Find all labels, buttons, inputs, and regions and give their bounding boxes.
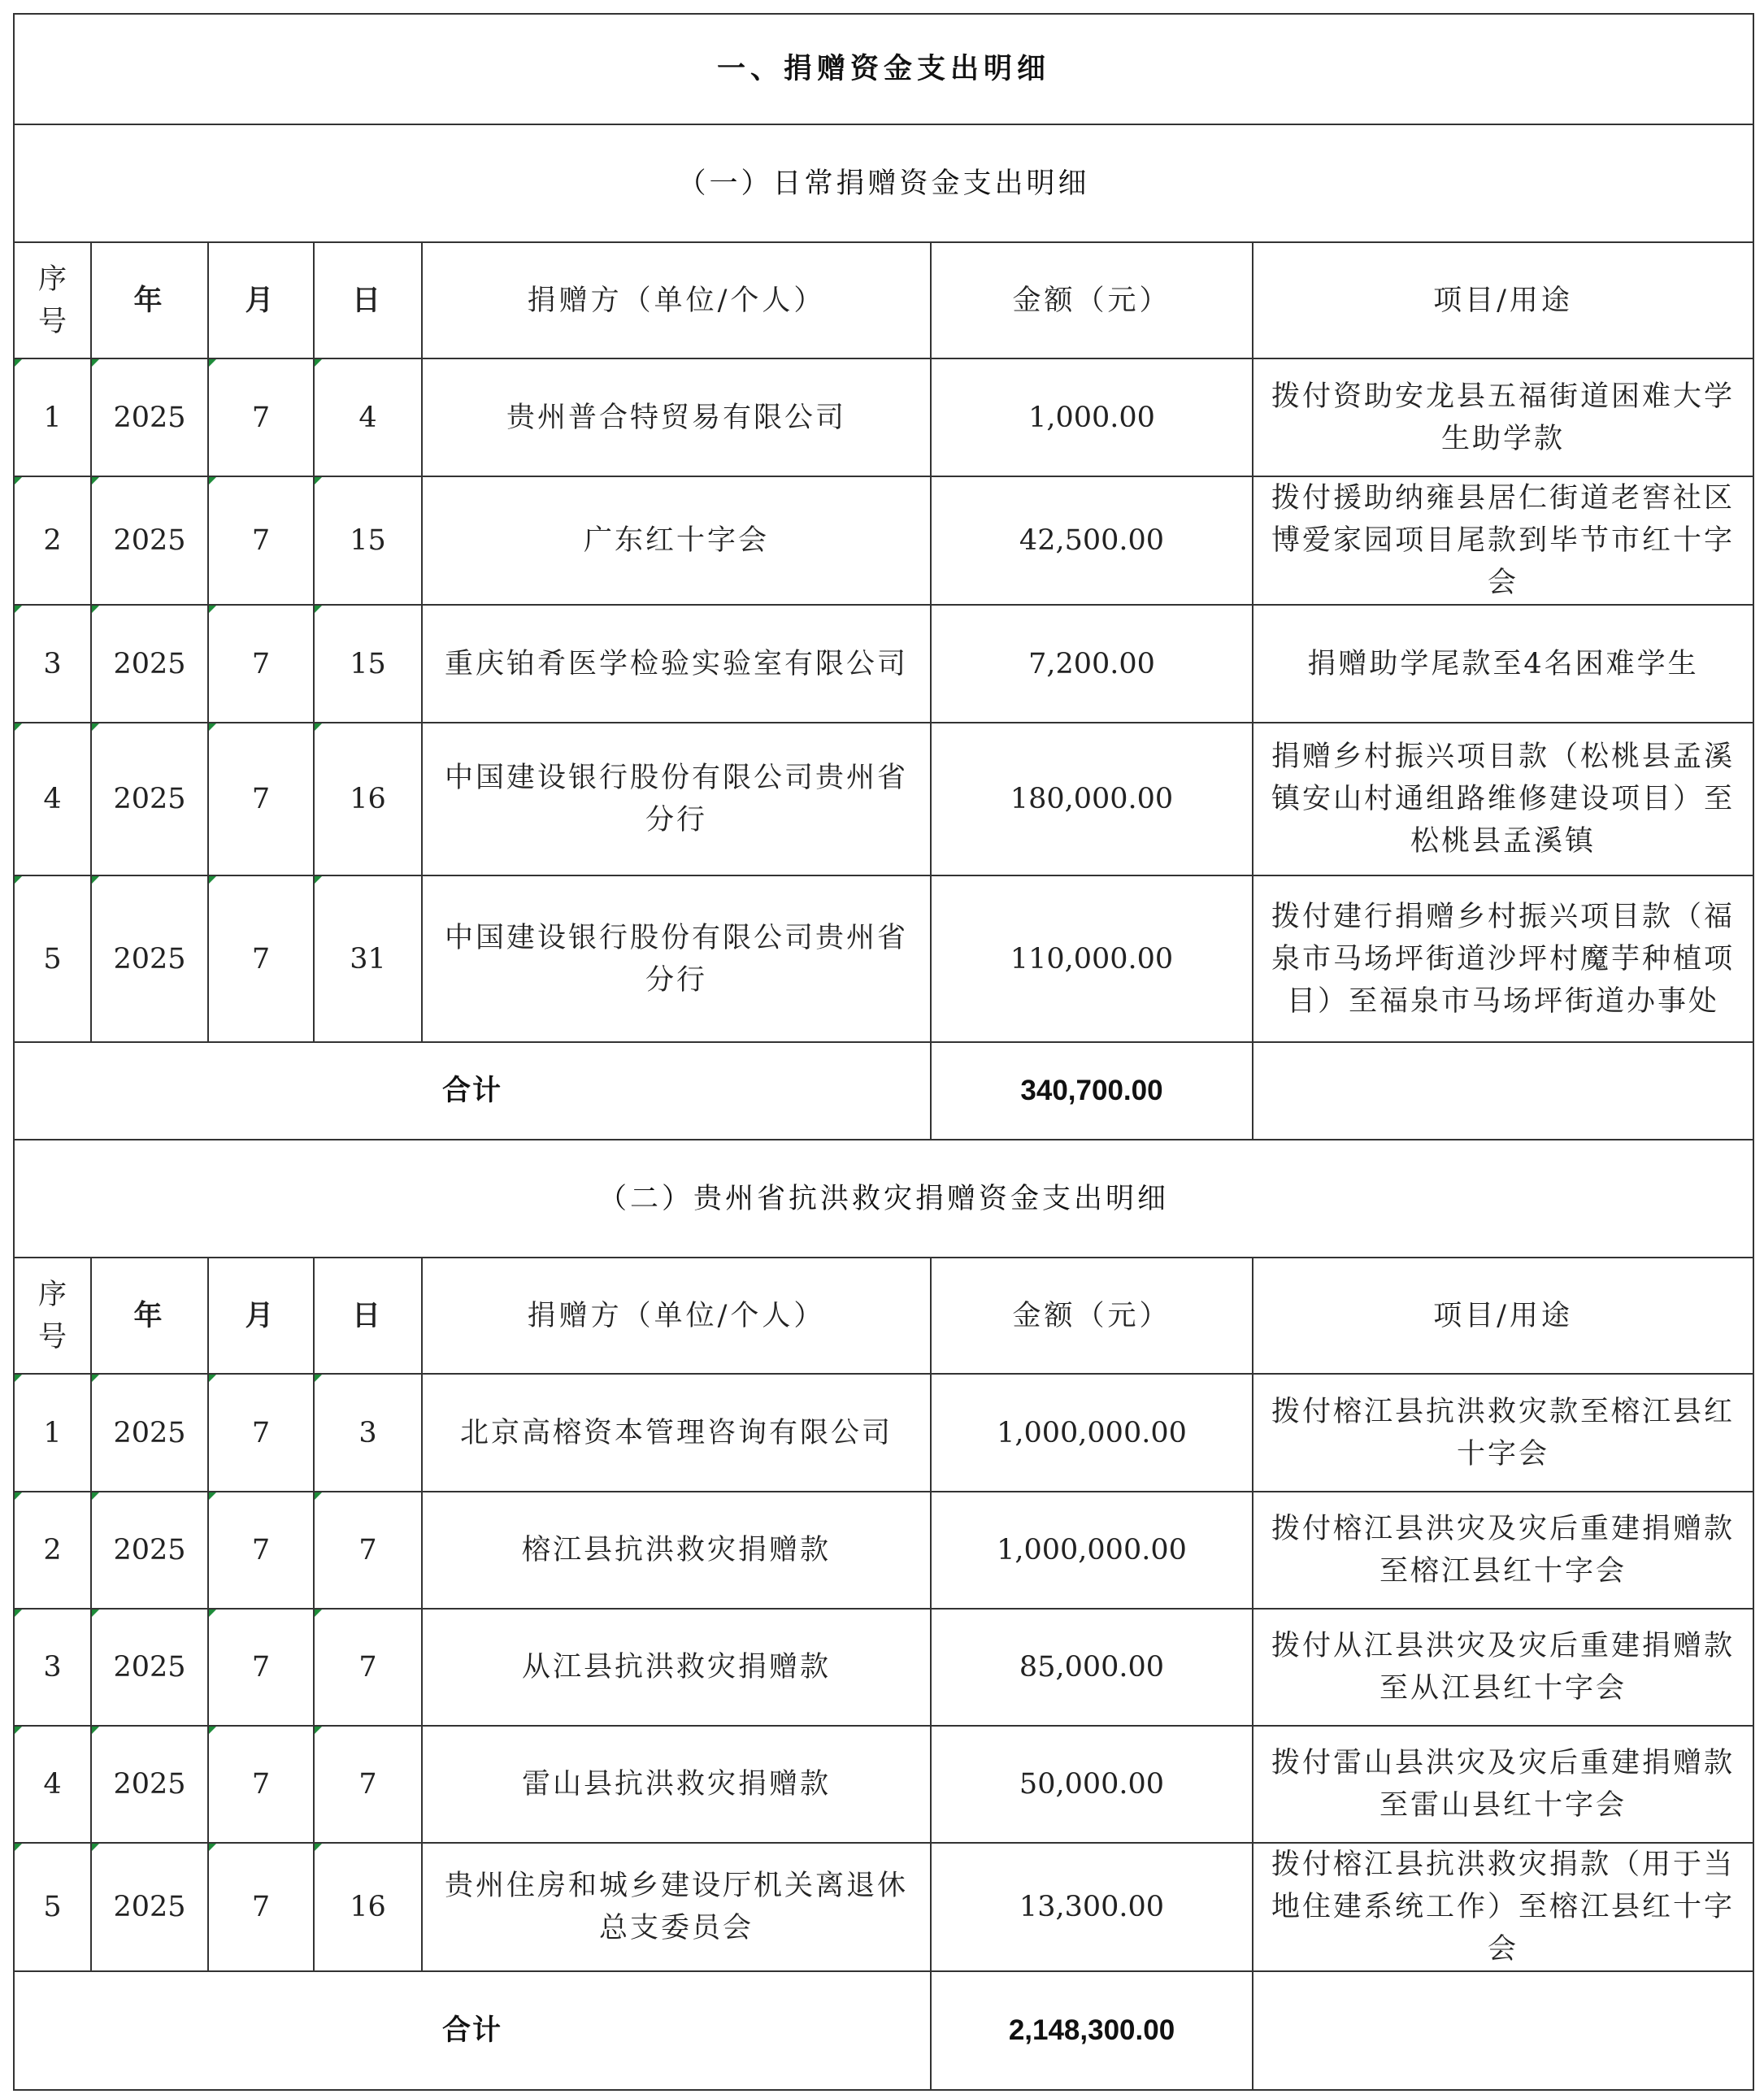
- expenditure-sheet: [13, 13, 1754, 2091]
- header-seq: 序号: [14, 1258, 91, 1374]
- table-row: [14, 1726, 1753, 1843]
- header-seq: 序号: [14, 242, 91, 358]
- cell-donor: 雷山县抗洪救灾捐赠款: [422, 1726, 931, 1843]
- cell-month: 7: [208, 476, 314, 605]
- cell-day: 7: [314, 1726, 422, 1843]
- cell-month: 7: [208, 1492, 314, 1609]
- table1-title-row: [14, 124, 1753, 242]
- cell-seq: 1: [14, 1374, 91, 1492]
- cell-donor: 中国建设银行股份有限公司贵州省分行: [422, 875, 931, 1042]
- header-day: 日: [314, 242, 422, 358]
- header-amount: 金额（元）: [931, 1258, 1253, 1374]
- cell-amount: 1,000,000.00: [931, 1492, 1253, 1609]
- header-amount: 金额（元）: [931, 242, 1253, 358]
- cell-day: 7: [314, 1609, 422, 1726]
- table-row: [14, 723, 1753, 875]
- cell-seq: 4: [14, 723, 91, 875]
- header-year: 年: [91, 1258, 208, 1374]
- cell-year: 2025: [91, 1374, 208, 1492]
- cell-year: 2025: [91, 1726, 208, 1843]
- cell-donor: 榕江县抗洪救灾捐赠款: [422, 1492, 931, 1609]
- cell-purpose: 拨付援助纳雍县居仁街道老窖社区博爱家园项目尾款到毕节市红十字会: [1253, 476, 1753, 605]
- total-empty-cell: [1253, 1042, 1753, 1140]
- cell-purpose: 捐赠助学尾款至4名困难学生: [1253, 605, 1753, 723]
- cell-day: 7: [314, 1492, 422, 1609]
- table-row: [14, 1492, 1753, 1609]
- cell-purpose: 拨付榕江县洪灾及灾后重建捐赠款至榕江县红十字会: [1253, 1492, 1753, 1609]
- total-value: 2,148,300.00: [931, 1971, 1253, 2090]
- cell-donor: 中国建设银行股份有限公司贵州省分行: [422, 723, 931, 875]
- cell-seq: 4: [14, 1726, 91, 1843]
- table-row: [14, 1374, 1753, 1492]
- total-value: 340,700.00: [931, 1042, 1253, 1140]
- table-row: [14, 1609, 1753, 1726]
- cell-amount: 50,000.00: [931, 1726, 1253, 1843]
- cell-donor: 从江县抗洪救灾捐赠款: [422, 1609, 931, 1726]
- cell-month: 7: [208, 1843, 314, 1971]
- cell-purpose: 拨付资助安龙县五福街道困难大学生助学款: [1253, 358, 1753, 476]
- cell-purpose: 捐赠乡村振兴项目款（松桃县孟溪镇安山村通组路维修建设项目）至松桃县孟溪镇: [1253, 723, 1753, 875]
- total-label: 合计: [14, 1971, 931, 2090]
- cell-donor: 重庆铂肴医学检验实验室有限公司: [422, 605, 931, 723]
- cell-year: 2025: [91, 1843, 208, 1971]
- cell-year: 2025: [91, 875, 208, 1042]
- table-row: [14, 358, 1753, 476]
- table1-total-row: [14, 1042, 1753, 1140]
- cell-amount: 42,500.00: [931, 476, 1253, 605]
- cell-seq: 3: [14, 1609, 91, 1726]
- cell-seq: 1: [14, 358, 91, 476]
- table-row: [14, 875, 1753, 1042]
- table-row: [14, 605, 1753, 723]
- cell-donor: 广东红十字会: [422, 476, 931, 605]
- cell-year: 2025: [91, 605, 208, 723]
- cell-donor: 贵州住房和城乡建设厅机关离退休总支委员会: [422, 1843, 931, 1971]
- cell-day: 31: [314, 875, 422, 1042]
- cell-month: 7: [208, 723, 314, 875]
- cell-day: 15: [314, 605, 422, 723]
- cell-seq: 2: [14, 1492, 91, 1609]
- cell-amount: 1,000.00: [931, 358, 1253, 476]
- cell-seq: 2: [14, 476, 91, 605]
- cell-year: 2025: [91, 358, 208, 476]
- cell-year: 2025: [91, 723, 208, 875]
- cell-amount: 110,000.00: [931, 875, 1253, 1042]
- cell-month: 7: [208, 605, 314, 723]
- cell-amount: 180,000.00: [931, 723, 1253, 875]
- table2-title: （二）贵州省抗洪救灾捐赠资金支出明细: [14, 1140, 1753, 1258]
- header-month: 月: [208, 242, 314, 358]
- cell-month: 7: [208, 1609, 314, 1726]
- cell-amount: 1,000,000.00: [931, 1374, 1253, 1492]
- header-purpose: 项目/用途: [1253, 1258, 1753, 1374]
- cell-amount: 7,200.00: [931, 605, 1253, 723]
- section-title: 一、捐赠资金支出明细: [14, 14, 1753, 124]
- cell-month: 7: [208, 1374, 314, 1492]
- cell-seq: 5: [14, 1843, 91, 1971]
- header-donor: 捐赠方（单位/个人）: [422, 242, 931, 358]
- cell-day: 4: [314, 358, 422, 476]
- table2-header-row: [14, 1258, 1753, 1374]
- total-label: 合计: [14, 1042, 931, 1140]
- cell-day: 3: [314, 1374, 422, 1492]
- table-row: [14, 476, 1753, 605]
- table2-title-row: [14, 1140, 1753, 1258]
- table1-title: （一）日常捐赠资金支出明细: [14, 124, 1753, 242]
- cell-purpose: 拨付雷山县洪灾及灾后重建捐赠款至雷山县红十字会: [1253, 1726, 1753, 1843]
- header-month: 月: [208, 1258, 314, 1374]
- cell-month: 7: [208, 358, 314, 476]
- cell-seq: 3: [14, 605, 91, 723]
- table-row: [14, 1843, 1753, 1971]
- cell-day: 16: [314, 1843, 422, 1971]
- cell-year: 2025: [91, 1492, 208, 1609]
- cell-day: 16: [314, 723, 422, 875]
- cell-seq: 5: [14, 875, 91, 1042]
- cell-amount: 13,300.00: [931, 1843, 1253, 1971]
- cell-amount: 85,000.00: [931, 1609, 1253, 1726]
- header-purpose: 项目/用途: [1253, 242, 1753, 358]
- header-year: 年: [91, 242, 208, 358]
- table1-header-row: [14, 242, 1753, 358]
- section-title-row: [14, 14, 1753, 124]
- cell-purpose: 拨付榕江县抗洪救灾捐款（用于当地住建系统工作）至榕江县红十字会: [1253, 1843, 1753, 1971]
- cell-year: 2025: [91, 476, 208, 605]
- cell-donor: 北京高榕资本管理咨询有限公司: [422, 1374, 931, 1492]
- cell-year: 2025: [91, 1609, 208, 1726]
- table2-total-row: [14, 1971, 1753, 2090]
- cell-month: 7: [208, 875, 314, 1042]
- header-day: 日: [314, 1258, 422, 1374]
- cell-month: 7: [208, 1726, 314, 1843]
- cell-purpose: 拨付榕江县抗洪救灾款至榕江县红十字会: [1253, 1374, 1753, 1492]
- cell-day: 15: [314, 476, 422, 605]
- header-donor: 捐赠方（单位/个人）: [422, 1258, 931, 1374]
- cell-purpose: 拨付建行捐赠乡村振兴项目款（福泉市马场坪街道沙坪村魔芋种植项目）至福泉市马场坪街道办事处: [1253, 875, 1753, 1042]
- cell-donor: 贵州普合特贸易有限公司: [422, 358, 931, 476]
- total-empty-cell: [1253, 1971, 1753, 2090]
- cell-purpose: 拨付从江县洪灾及灾后重建捐赠款至从江县红十字会: [1253, 1609, 1753, 1726]
